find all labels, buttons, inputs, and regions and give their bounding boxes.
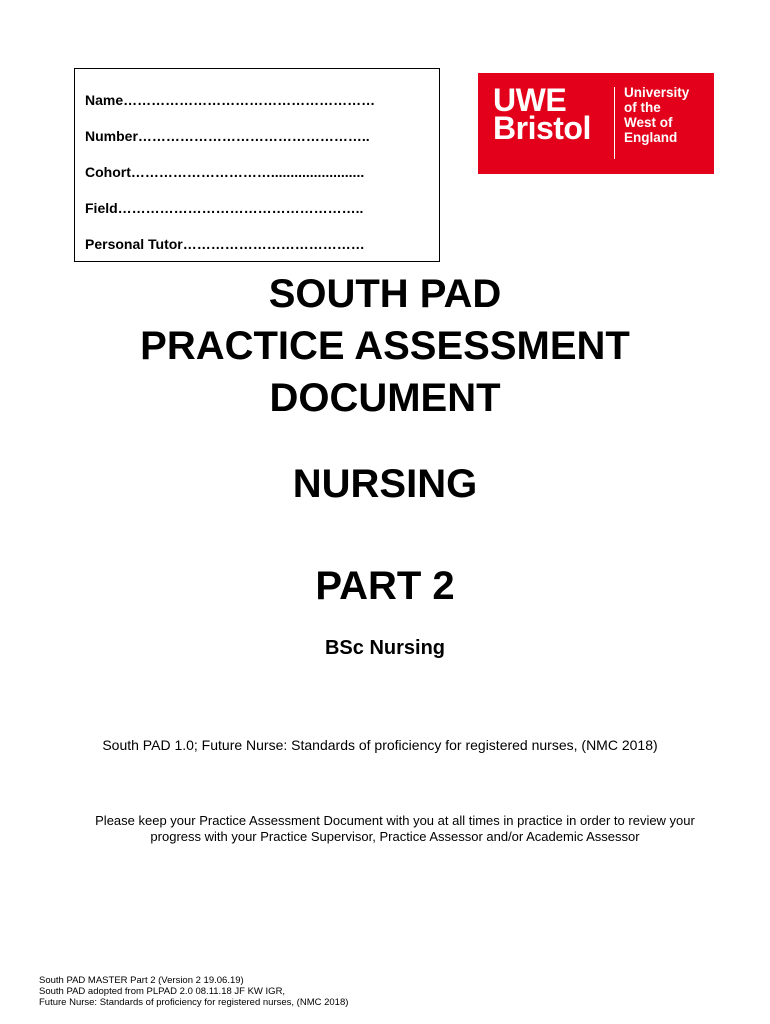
instruction-text: [55, 813, 735, 845]
name-field[interactable]: Name………………………………………………: [85, 92, 376, 108]
number-field[interactable]: Number…………………………………………..: [85, 128, 370, 144]
logo-text-england: England: [624, 130, 678, 145]
instruction-line-2: progress with your Practice Supervisor, Practice Assessor and/or Academic Assessor: [150, 829, 640, 844]
cohort-field[interactable]: Cohort…………………………........................: [85, 164, 365, 180]
part-heading: PART 2: [315, 564, 455, 608]
personal-tutor-field[interactable]: Personal Tutor…………………………………: [85, 236, 365, 252]
footer-line-1: South PAD MASTER Part 2 (Version 2 19.06.19): [39, 975, 244, 986]
footer-line-2: South PAD adopted from PLPAD 2.0 08.11.18 JF KW IGR,: [39, 986, 286, 997]
logo-university-text: [624, 85, 689, 145]
document-title: [0, 268, 770, 424]
title-line-document: DOCUMENT: [269, 376, 501, 420]
standards-text: South PAD 1.0; Future Nurse: Standards of proficiency for registered nurses, (NMC 2018): [102, 737, 658, 753]
nursing-heading: NURSING: [292, 462, 478, 506]
programme-subtitle: BSc Nursing: [324, 637, 446, 659]
field-field[interactable]: Field……………………………………………..: [85, 200, 364, 216]
logo-divider: [614, 87, 615, 159]
logo-line-uwe: UWE: [493, 82, 567, 118]
student-details-box: [74, 68, 440, 262]
logo-line-bristol: Bristol: [493, 110, 591, 146]
footer-line-3: Future Nurse: Standards of proficiency for registered nurses, (NMC 2018): [39, 997, 349, 1008]
instruction-line-1: Please keep your Practice Assessment Document with you at all times in practice in order to review your: [95, 813, 695, 828]
title-line-practice-assessment: PRACTICE ASSESSMENT: [140, 324, 630, 368]
uwe-bristol-logo: [478, 73, 714, 174]
title-line-south-pad: SOUTH PAD: [268, 272, 502, 316]
logo-text-west-of: West of: [624, 115, 673, 130]
logo-wordmark: [493, 82, 591, 146]
logo-text-university: University: [624, 85, 690, 100]
logo-text-of-the: of the: [624, 100, 661, 115]
footer-notes: [39, 975, 348, 1008]
